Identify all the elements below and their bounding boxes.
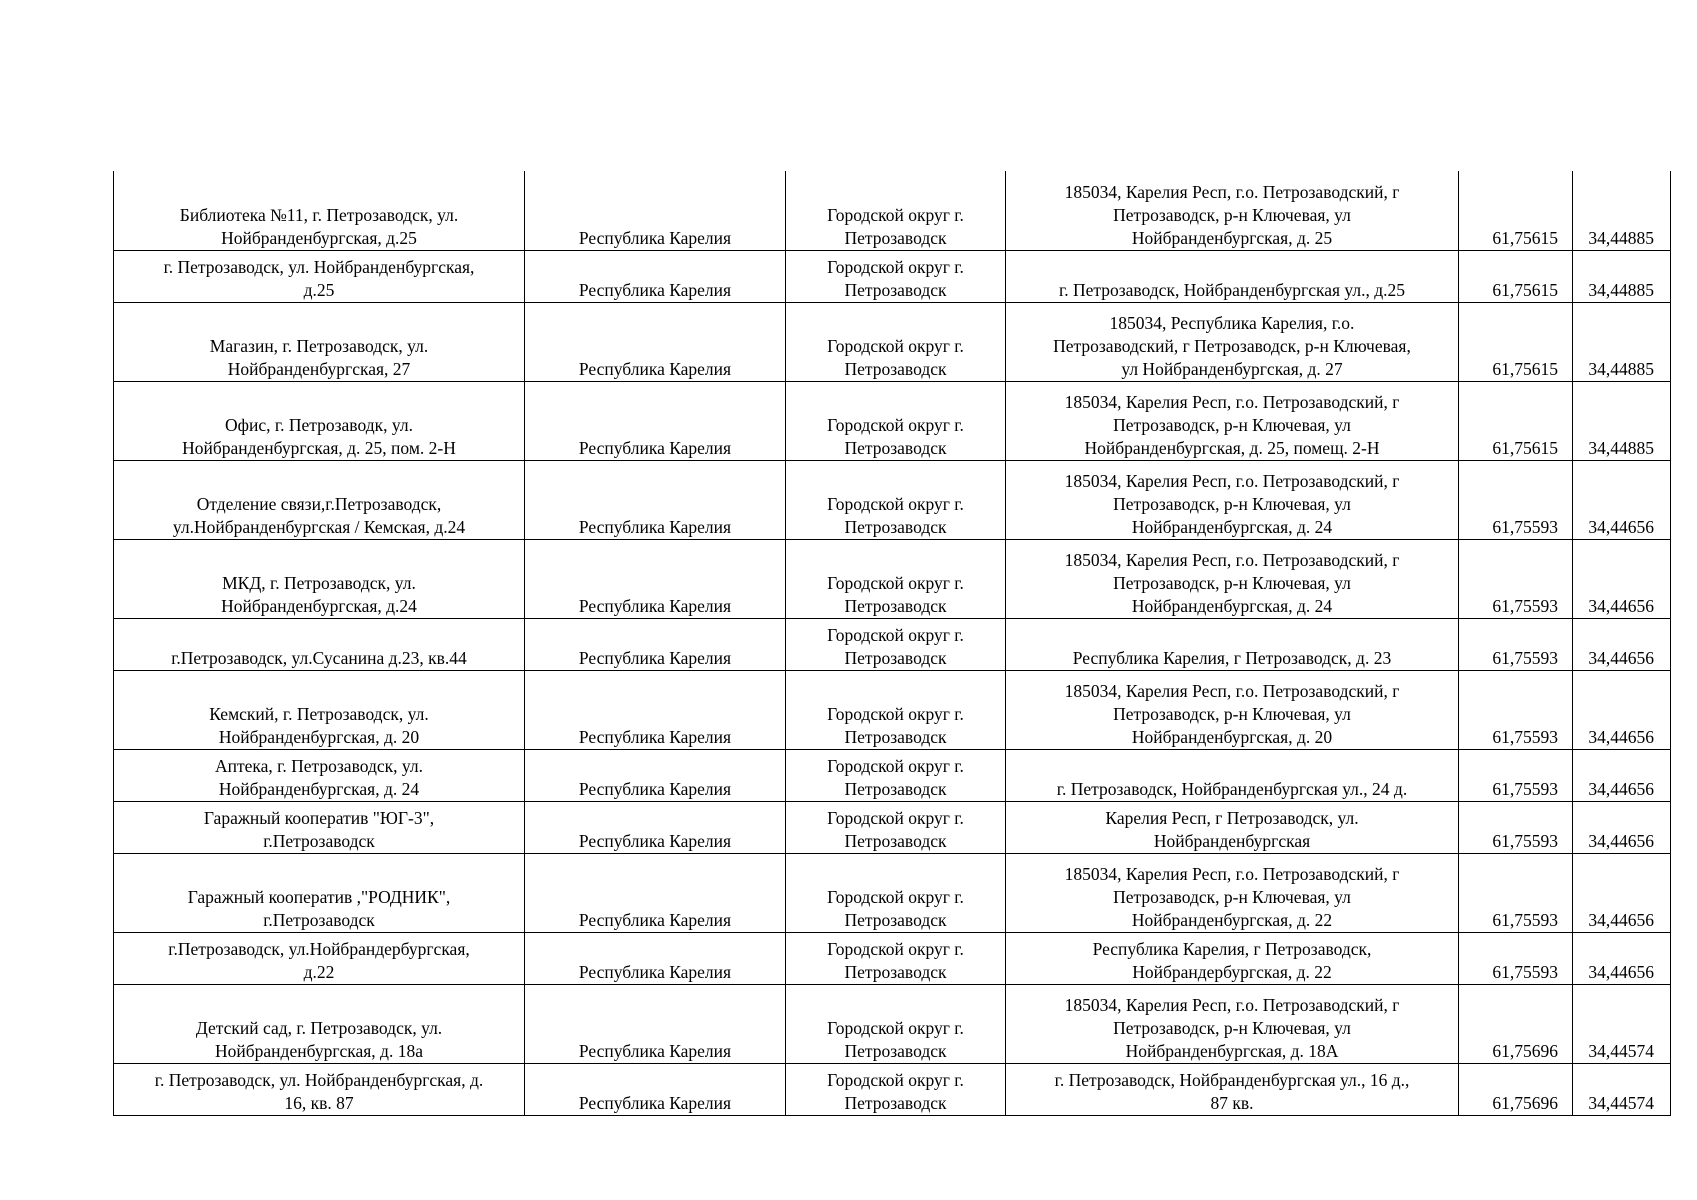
table-row <box>114 801 1671 853</box>
object-name-cell <box>114 670 525 749</box>
address-line: 185034, Карелия Респ, г.о. Петрозаводский, г <box>1064 470 1400 491</box>
address-line: 185034, Карелия Респ, г.о. Петрозаводский, г <box>1064 863 1400 884</box>
table-row <box>114 984 1671 1063</box>
latitude-cell: 61,75593 <box>1459 749 1573 801</box>
object-name-cell <box>114 171 525 250</box>
name-line: д.25 <box>303 279 335 300</box>
object-name-cell <box>114 984 525 1063</box>
table-row <box>114 1063 1671 1115</box>
district-line: Городской округ г. <box>827 624 964 645</box>
address-line: Карелия Респ, г Петрозаводск, ул. <box>1105 807 1359 828</box>
region-cell: Республика Карелия <box>525 984 786 1063</box>
object-name-cell <box>114 381 525 460</box>
longitude-cell: 34,44656 <box>1573 801 1671 853</box>
table-row <box>114 302 1671 381</box>
object-name-cell <box>114 1063 525 1115</box>
name-line: Гаражный кооператив "ЮГ-3", <box>203 807 435 828</box>
address-line: г. Петрозаводск, Нойбранденбургская ул., 24 д. <box>1056 778 1408 799</box>
district-cell <box>786 1063 1006 1115</box>
address-cell <box>1006 618 1459 670</box>
name-line: Офис, г. Петрозаводк, ул. <box>225 414 413 435</box>
district-line: Петрозаводск <box>844 1092 947 1113</box>
table-row <box>114 749 1671 801</box>
address-line: Нойбранденбургская, д. 24 <box>1131 516 1333 537</box>
name-line: г. Петрозаводск, ул. Нойбранденбургская, <box>163 256 475 277</box>
name-line: ул.Нойбранденбургская / Кемская, д.24 <box>172 516 466 537</box>
district-line: Городской округ г. <box>827 414 964 435</box>
name-line: г.Петрозаводск <box>263 909 375 930</box>
address-line: Нойбранденбургская, д. 25 <box>1131 227 1333 248</box>
latitude-cell: 61,75696 <box>1459 984 1573 1063</box>
latitude-cell: 61,75615 <box>1459 171 1573 250</box>
latitude-cell: 61,75593 <box>1459 539 1573 618</box>
district-line: Городской округ г. <box>827 335 964 356</box>
district-cell <box>786 749 1006 801</box>
region-cell: Республика Карелия <box>525 932 786 984</box>
district-cell <box>786 801 1006 853</box>
address-line: г. Петрозаводск, Нойбранденбургская ул., д.25 <box>1058 279 1406 300</box>
district-cell <box>786 618 1006 670</box>
district-cell <box>786 381 1006 460</box>
latitude-cell: 61,75615 <box>1459 381 1573 460</box>
name-line: Нойбранденбургская, д.25 <box>221 227 417 248</box>
address-line: ул Нойбранденбургская, д. 27 <box>1121 358 1343 379</box>
region-cell: Республика Карелия <box>525 460 786 539</box>
address-cell <box>1006 302 1459 381</box>
name-line: Магазин, г. Петрозаводск, ул. <box>209 335 429 356</box>
address-line: 185034, Республика Карелия, г.о. <box>1109 312 1355 333</box>
district-line: Городской округ г. <box>827 886 964 907</box>
longitude-cell: 34,44656 <box>1573 853 1671 932</box>
address-line: 185034, Карелия Респ, г.о. Петрозаводский, г <box>1064 680 1400 701</box>
district-cell <box>786 984 1006 1063</box>
address-line: Республика Карелия, г Петрозаводск, <box>1092 938 1372 959</box>
longitude-cell: 34,44656 <box>1573 618 1671 670</box>
address-line: Нойбранденбургская, д. 20 <box>1131 726 1333 747</box>
table-body <box>114 171 1671 1115</box>
name-line: Нойбранденбургская, д.24 <box>221 595 417 616</box>
latitude-cell: 61,75593 <box>1459 932 1573 984</box>
object-name-cell <box>114 302 525 381</box>
longitude-cell: 34,44656 <box>1573 539 1671 618</box>
region-cell: Республика Карелия <box>525 801 786 853</box>
longitude-cell: 34,44574 <box>1573 1063 1671 1115</box>
name-line: Нойбранденбургская, д. 20 <box>218 726 420 747</box>
table-row <box>114 853 1671 932</box>
region-cell: Республика Карелия <box>525 670 786 749</box>
object-name-cell <box>114 250 525 302</box>
district-line: Петрозаводск <box>844 437 947 458</box>
longitude-cell: 34,44574 <box>1573 984 1671 1063</box>
name-line: Библиотека №11, г. Петрозаводск, ул. <box>179 204 459 225</box>
district-cell <box>786 539 1006 618</box>
address-cell <box>1006 381 1459 460</box>
district-cell <box>786 171 1006 250</box>
address-line: Нойбранденбургская, д. 24 <box>1131 595 1333 616</box>
table-row <box>114 539 1671 618</box>
region-cell: Республика Карелия <box>525 1063 786 1115</box>
latitude-cell: 61,75615 <box>1459 302 1573 381</box>
address-line: Нойбрандербургская, д. 22 <box>1132 961 1332 982</box>
name-line: г.Петрозаводск, ул.Нойбрандербургская, <box>168 938 470 959</box>
table-row <box>114 618 1671 670</box>
object-name-cell <box>114 932 525 984</box>
address-cell <box>1006 801 1459 853</box>
address-line: Петрозаводск, р-н Ключевая, ул <box>1113 572 1351 593</box>
address-line: Нойбранденбургская, д. 22 <box>1131 909 1333 930</box>
district-line: Городской округ г. <box>827 1069 964 1090</box>
object-name-cell <box>114 801 525 853</box>
table-row <box>114 381 1671 460</box>
address-line: Петрозаводск, р-н Ключевая, ул <box>1113 886 1351 907</box>
address-cell <box>1006 250 1459 302</box>
district-line: Петрозаводск <box>844 909 947 930</box>
address-line: Петрозаводский, г Петрозаводск, р-н Ключевая, <box>1053 335 1411 356</box>
district-line: Петрозаводск <box>844 830 947 851</box>
latitude-cell: 61,75593 <box>1459 853 1573 932</box>
district-cell <box>786 932 1006 984</box>
district-cell <box>786 460 1006 539</box>
region-cell: Республика Карелия <box>525 749 786 801</box>
district-line: Петрозаводск <box>844 279 947 300</box>
object-name-cell <box>114 460 525 539</box>
address-cell <box>1006 984 1459 1063</box>
longitude-cell: 34,44885 <box>1573 171 1671 250</box>
name-line: Гаражный кооператив ,"РОДНИК", <box>187 886 451 907</box>
address-table <box>113 171 1671 1116</box>
district-line: Городской округ г. <box>827 1017 964 1038</box>
district-line: Петрозаводск <box>844 647 947 668</box>
name-line: Аптека, г. Петрозаводск, ул. <box>215 755 423 776</box>
name-line: Нойбранденбургская, д. 25, пом. 2-Н <box>182 437 456 458</box>
address-line: Петрозаводск, р-н Ключевая, ул <box>1113 1017 1351 1038</box>
longitude-cell: 34,44656 <box>1573 749 1671 801</box>
address-cell <box>1006 460 1459 539</box>
address-line: Республика Карелия, г Петрозаводск, д. 23 <box>1072 647 1392 668</box>
district-line: Петрозаводск <box>844 227 947 248</box>
longitude-cell: 34,44656 <box>1573 460 1671 539</box>
longitude-cell: 34,44885 <box>1573 381 1671 460</box>
latitude-cell: 61,75593 <box>1459 801 1573 853</box>
district-line: Городской округ г. <box>827 703 964 724</box>
region-cell: Республика Карелия <box>525 853 786 932</box>
district-cell <box>786 670 1006 749</box>
address-line: Петрозаводск, р-н Ключевая, ул <box>1113 414 1351 435</box>
object-name-cell <box>114 853 525 932</box>
address-line: Петрозаводск, р-н Ключевая, ул <box>1113 703 1351 724</box>
address-line: 185034, Карелия Респ, г.о. Петрозаводский, г <box>1064 181 1400 202</box>
longitude-cell: 34,44656 <box>1573 932 1671 984</box>
district-line: Городской округ г. <box>827 807 964 828</box>
name-line: д.22 <box>303 961 335 982</box>
address-line: Нойбранденбургская <box>1153 830 1311 851</box>
object-name-cell <box>114 539 525 618</box>
address-cell <box>1006 853 1459 932</box>
district-line: Петрозаводск <box>844 726 947 747</box>
address-cell <box>1006 670 1459 749</box>
name-line: г. Петрозаводск, ул. Нойбранденбургская, д. <box>154 1069 484 1090</box>
latitude-cell: 61,75593 <box>1459 460 1573 539</box>
name-line: Нойбранденбургская, д. 24 <box>218 778 420 799</box>
address-line: Петрозаводск, р-н Ключевая, ул <box>1113 493 1351 514</box>
latitude-cell: 61,75615 <box>1459 250 1573 302</box>
district-line: Городской округ г. <box>827 493 964 514</box>
address-line: 87 кв. <box>1210 1092 1254 1113</box>
district-line: Городской округ г. <box>827 938 964 959</box>
region-cell: Республика Карелия <box>525 302 786 381</box>
address-line: Петрозаводск, р-н Ключевая, ул <box>1113 204 1351 225</box>
address-line: 185034, Карелия Респ, г.о. Петрозаводский, г <box>1064 549 1400 570</box>
address-cell <box>1006 539 1459 618</box>
longitude-cell: 34,44885 <box>1573 250 1671 302</box>
latitude-cell: 61,75593 <box>1459 670 1573 749</box>
longitude-cell: 34,44656 <box>1573 670 1671 749</box>
district-line: Городской округ г. <box>827 256 964 277</box>
name-line: г.Петрозаводск, ул.Сусанина д.23, кв.44 <box>171 647 467 668</box>
district-line: Петрозаводск <box>844 595 947 616</box>
district-line: Петрозаводск <box>844 778 947 799</box>
name-line: МКД, г. Петрозаводск, ул. <box>222 572 416 593</box>
name-line: Детский сад, г. Петрозаводск, ул. <box>195 1017 443 1038</box>
district-line: Городской округ г. <box>827 572 964 593</box>
address-line: г. Петрозаводск, Нойбранденбургская ул., 16 д., <box>1054 1069 1410 1090</box>
address-cell <box>1006 171 1459 250</box>
region-cell: Республика Карелия <box>525 618 786 670</box>
name-line: г.Петрозаводск <box>263 830 375 851</box>
name-line: Кемский, г. Петрозаводск, ул. <box>209 703 429 724</box>
longitude-cell: 34,44885 <box>1573 302 1671 381</box>
address-line: 185034, Карелия Респ, г.о. Петрозаводский, г <box>1064 994 1400 1015</box>
name-line: 16, кв. 87 <box>284 1092 354 1113</box>
latitude-cell: 61,75593 <box>1459 618 1573 670</box>
latitude-cell: 61,75696 <box>1459 1063 1573 1115</box>
table-row <box>114 670 1671 749</box>
region-cell: Республика Карелия <box>525 250 786 302</box>
table-row <box>114 932 1671 984</box>
table-row <box>114 171 1671 250</box>
district-cell <box>786 302 1006 381</box>
district-line: Петрозаводск <box>844 1040 947 1061</box>
district-line: Городской округ г. <box>827 204 964 225</box>
district-line: Городской округ г. <box>827 755 964 776</box>
table-row <box>114 460 1671 539</box>
address-cell <box>1006 1063 1459 1115</box>
address-line: Нойбранденбургская, д. 25, помещ. 2-Н <box>1084 437 1380 458</box>
name-line: Нойбранденбургская, д. 18а <box>215 1040 423 1061</box>
table-row <box>114 250 1671 302</box>
address-line: 185034, Карелия Респ, г.о. Петрозаводский, г <box>1064 391 1400 412</box>
district-line: Петрозаводск <box>844 516 947 537</box>
region-cell: Республика Карелия <box>525 381 786 460</box>
object-name-cell <box>114 749 525 801</box>
district-cell <box>786 853 1006 932</box>
address-cell <box>1006 749 1459 801</box>
address-cell <box>1006 932 1459 984</box>
name-line: Нойбранденбургская, 27 <box>227 358 411 379</box>
district-cell <box>786 250 1006 302</box>
region-cell: Республика Карелия <box>525 539 786 618</box>
region-cell: Республика Карелия <box>525 171 786 250</box>
district-line: Петрозаводск <box>844 358 947 379</box>
name-line: Отделение связи,г.Петрозаводск, <box>196 493 442 514</box>
object-name-cell <box>114 618 525 670</box>
address-line: Нойбранденбургская, д. 18А <box>1125 1040 1339 1061</box>
district-line: Петрозаводск <box>844 961 947 982</box>
